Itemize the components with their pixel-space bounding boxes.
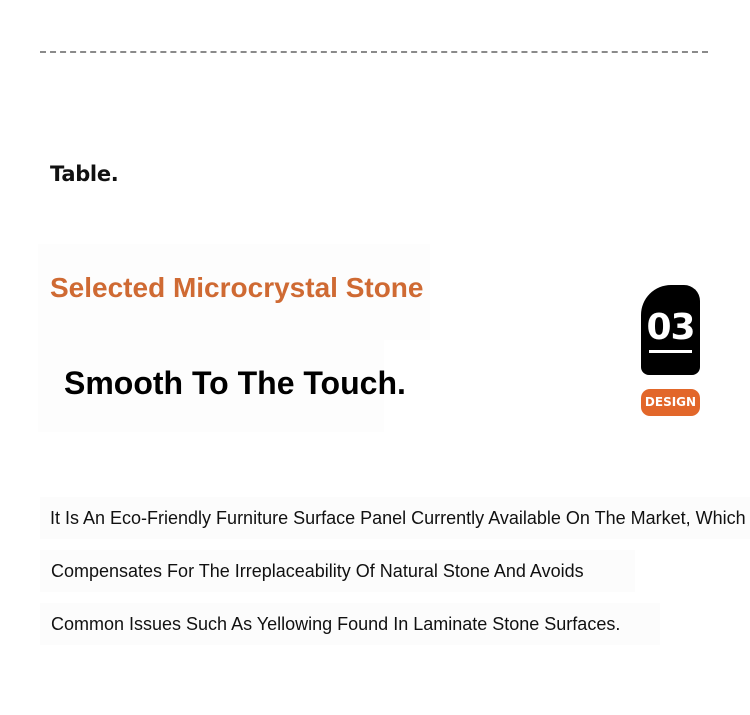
paragraph-line-1: It Is An Eco-Friendly Furniture Surface Panel Currently Available On The Market, Which xyxy=(50,508,746,528)
design-number-badge xyxy=(641,285,700,375)
dashed-divider xyxy=(40,51,708,53)
paragraph-line-2: Compensates For The Irreplaceability Of Natural Stone And Avoids xyxy=(51,561,584,581)
badge-underline xyxy=(649,350,692,353)
design-number: 03 xyxy=(646,307,695,348)
primary-heading: Selected Microcrystal Stone xyxy=(50,272,424,303)
secondary-heading: Smooth To The Touch. xyxy=(64,365,406,401)
design-tag-badge: DESIGN xyxy=(641,389,700,416)
section-label: Table. xyxy=(50,162,119,186)
paragraph-line-3: Common Issues Such As Yellowing Found In Laminate Stone Surfaces. xyxy=(51,614,621,634)
